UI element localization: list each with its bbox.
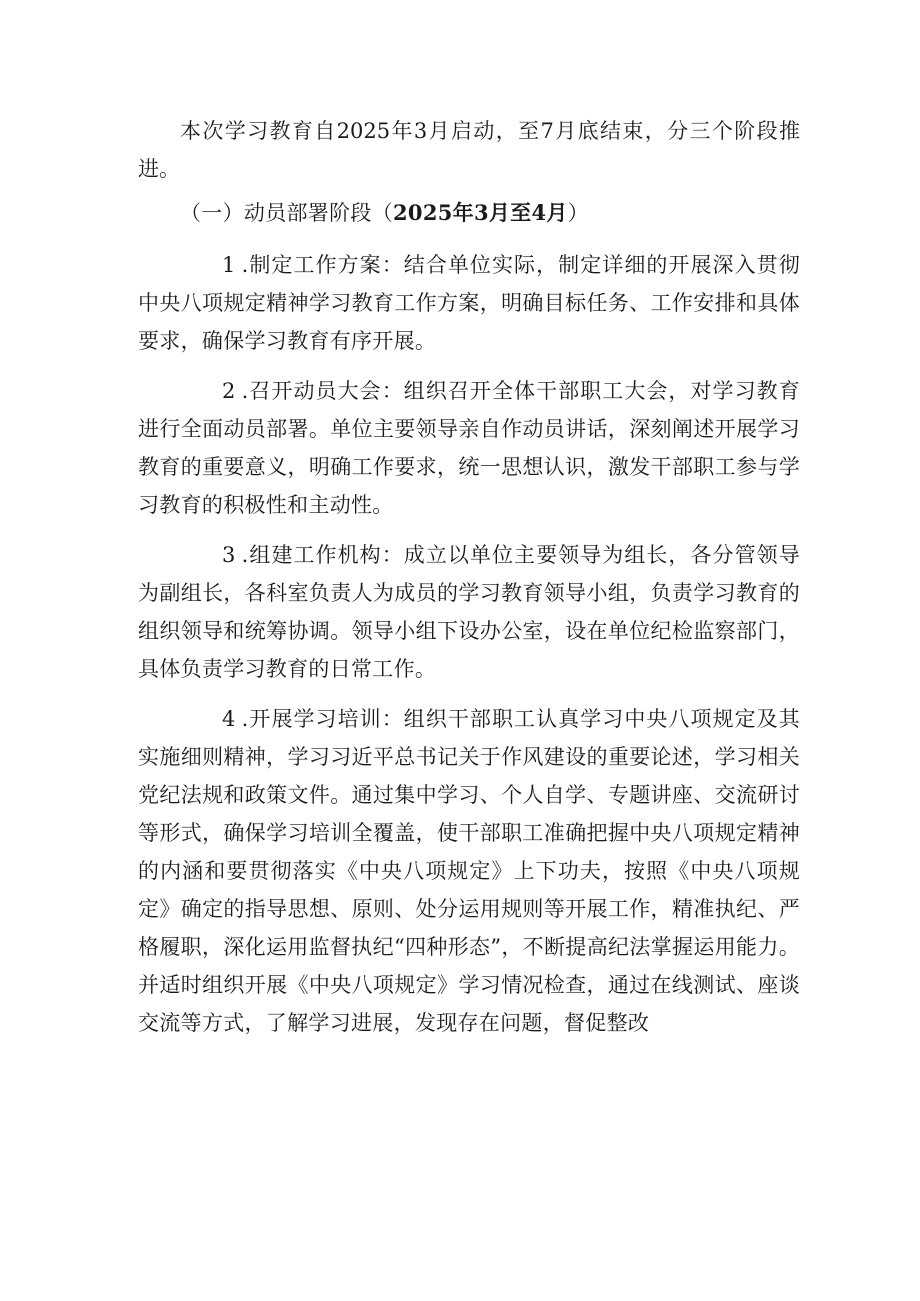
item-number: 4 (222, 707, 236, 731)
item-number: 2 (222, 379, 236, 403)
list-item-4 (138, 700, 800, 1042)
intro-paragraph: 本次学习教育自2025年3月启动，至7月底结束，分三个阶段推进。 (138, 119, 800, 181)
section-heading (138, 194, 800, 232)
item-number: 1 (222, 253, 236, 277)
heading-date-range: 2025年3月至4月 (393, 200, 568, 225)
list-item-3 (138, 536, 800, 688)
item-text: .开展学习培训：组织干部职工认真学习中央八项规定及其实施细则精神，学习习近平总书记关于作风建设的重要论述，学习相关党纪法规和政策文件。通过集中学习、个人自学、专题讲座、交流研讨等形式，确保学习培训全覆盖，使干部职工准确把握中央八项规定精神的内涵和要贯彻落实《中央八项规定》上下功夫，按照《中央八项规定》确定的指导思想、原则、处分运用规则等开展工作，精准执纪、严格履职，深化运用监督执纪“四种形态”，不断提高纪法掌握运用能力。并适时组织开展《中央八项规定》学习情况检查，通过在线测试、座谈交流等方式，了解学习进展，发现存在问题，督促整改 (138, 707, 800, 1035)
heading-suffix: ） (567, 201, 589, 225)
item-text: .组建工作机构：成立以单位主要领导为组长，各分管领导为副组长，各科室负责人为成员的学习教育领导小组，负责学习教育的组织领导和统筹协调。领导小组下设办公室，设在单位纪检监察部门，具体负责学习教育的日常工作。 (138, 543, 800, 681)
heading-prefix: （一）动员部署阶段（ (180, 201, 393, 225)
list-item-2 (138, 372, 800, 524)
list-item-1 (138, 246, 800, 360)
item-text: .制定工作方案：结合单位实际，制定详细的开展深入贯彻中央八项规定精神学习教育工作方案，明确目标任务、工作安排和具体要求，确保学习教育有序开展。 (138, 253, 800, 353)
item-text: .召开动员大会：组织召开全体干部职工大会，对学习教育进行全面动员部署。单位主要领导亲自作动员讲话，深刻阐述开展学习教育的重要意义，明确工作要求，统一思想认识，激发干部职工参与学习教育的积极性和主动性。 (138, 379, 800, 517)
item-number: 3 (222, 543, 236, 567)
